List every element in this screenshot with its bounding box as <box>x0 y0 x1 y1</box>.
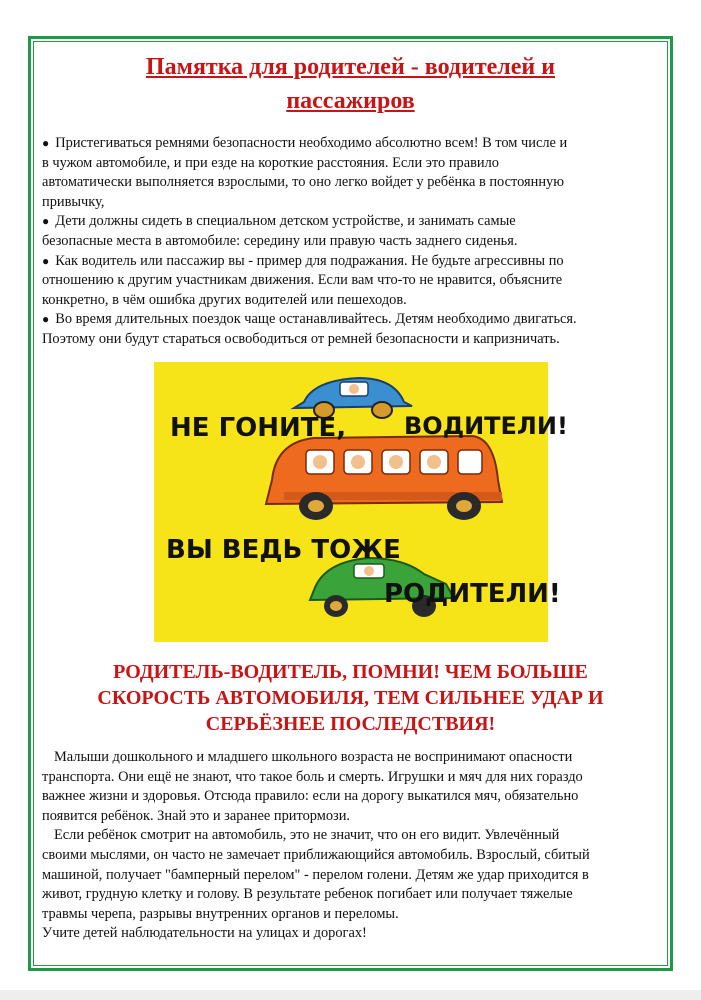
bullet-line: Поэтому они будут стараться освободиться от ремней безопасности и капризничать. <box>42 330 560 347</box>
warning-line-1: РОДИТЕЛЬ-ВОДИТЕЛЬ, ПОМНИ! ЧЕМ БОЛЬШЕ <box>113 661 588 683</box>
safety-poster <box>154 362 568 642</box>
bullet-line: привычку, <box>42 193 105 210</box>
body-line: машиной, получает "бамперный перелом" - перелом голени. Детям же удар приходится в <box>42 866 589 883</box>
warning-heading <box>40 659 661 737</box>
title-line-2: пассажиров <box>286 88 415 114</box>
bullet-line: безопасные места в автомобиле: середину или правую часть заднего сиденья. <box>42 232 518 249</box>
bullet-icon: ● <box>42 214 50 229</box>
bullet-line: автоматически выполняется взрослыми, то оно легко войдет у ребёнка в постоянную <box>42 174 564 191</box>
page-title <box>40 50 661 118</box>
body-line: Если ребёнок смотрит на автомобиль, это не значит, что он его видит. Увлечённый <box>54 827 560 844</box>
bullet-line: ● Во время длительных поездок чаще останавливайтесь. Детям необходимо двигаться. <box>42 311 577 328</box>
bullet-icon: ● <box>42 136 50 150</box>
bullet-line: отношению к другим участникам движения. Если вам что-то не нравится, объясните <box>42 272 563 289</box>
body-line: травмы черепа, разрывы внутренних органов и переломы. <box>42 905 399 922</box>
bullet-line: ● Дети должны сидеть в специальном детском устройстве, и занимать самые <box>42 213 516 230</box>
body-line: важнее жизни и здоровья. Отсюда правило: если на дорогу выкатился мяч, обязательно <box>42 788 579 805</box>
body-line: Учите детей наблюдательности на улицах и дорогах! <box>42 925 367 942</box>
bullet-line: в чужом автомобиле, и при езде на короткие расстояния. Если это правило <box>42 154 499 171</box>
warning-line-2: СКОРОСТЬ АВТОМОБИЛЯ, ТЕМ СИЛЬНЕЕ УДАР И <box>97 687 604 709</box>
title-line-1: Памятка для родителей - водителей и <box>145 54 556 80</box>
poster-illustration <box>154 362 568 642</box>
bottom-strip <box>0 990 701 1000</box>
body-line: живот, грудную клетку и голову. В результате ребенок погибает или получает тяжелые <box>42 886 573 903</box>
body-text <box>42 748 664 944</box>
poster-text-1: НЕ ГОНИТЕ, <box>170 413 347 443</box>
poster-text-2: ВОДИТЕЛИ! <box>404 412 568 440</box>
advice-list <box>42 134 662 350</box>
poster-text-3: ВЫ ВЕДЬ ТОЖЕ <box>166 535 401 565</box>
poster-text-4: РОДИТЕЛИ! <box>384 579 561 609</box>
bullet-line: конкретно, в чём ошибка других водителей или пешеходов. <box>42 291 407 308</box>
bullet-icon: ● <box>42 312 50 327</box>
body-line: появится ребёнок. Знай это и заранее притормози. <box>42 807 351 824</box>
warning-line-3: СЕРЬЁЗНЕЕ ПОСЛЕДСТВИЯ! <box>205 713 496 735</box>
body-line: Малыши дошкольного и младшего школьного возраста не воспринимают опасности <box>54 749 573 765</box>
bullet-icon: ● <box>42 253 50 268</box>
bullet-line: ● Как водитель или пассажир вы - пример для подражания. Не будьте агрессивны по <box>42 252 564 269</box>
body-line: транспорта. Они ещё не знают, что такое боль и смерть. Игрушки и мяч для них гораздо <box>42 768 583 785</box>
body-line: своими мыслями, он часто не замечает приближающийся автомобиль. Взрослый, сбитый <box>42 846 590 863</box>
bullet-line: ● Пристегиваться ремнями безопасности необходимо абсолютно всем! В том числе и <box>42 135 568 151</box>
